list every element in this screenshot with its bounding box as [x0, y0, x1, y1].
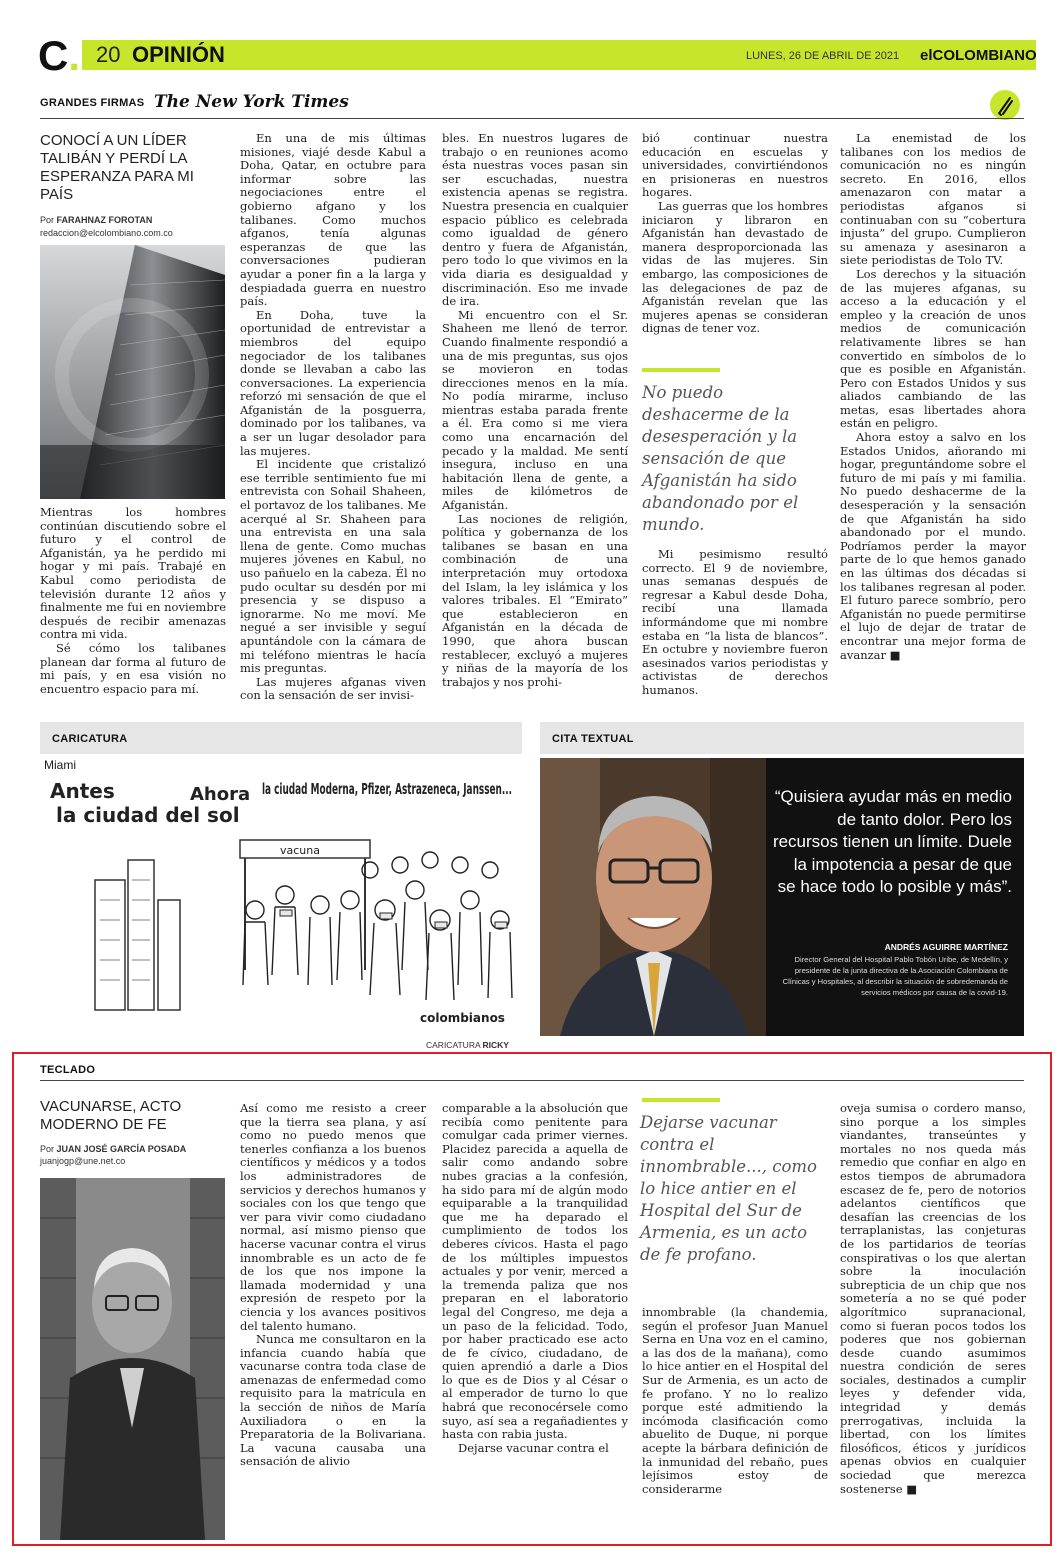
- article2-headline: VACUNARSE, ACTO MODERNO DE FE: [40, 1098, 182, 1133]
- cartoon-credit: [426, 1040, 509, 1050]
- paragraph: El incidente que cristalizó ese terrible sentimiento fue mi entrevista con Sohail Shaheen, el portavoz de los talibanes. Me acerqué al Sr. Shaheen para una entrevista en una sala llena de gente. Como muchas mujeres jóvenes en Kabul, no uso pañuelo en la cabeza. Él no pudo ocultar su desdén por mi presencia y se dispuso a ignorarme. No me moví. Me negué a ser invisible y seguí apuntándole con la cámara de mi teléfono mientras le hacía mis preguntas.: [240, 457, 426, 676]
- paragraph: En Doha, tuve la oportunidad de entrevistar a miembros del equipo negociador de los talibanes donde se llevaban a cabo las conversaciones. La experiencia reforzó mi sensación de que el Afganistán de la posguerra, dominado por los talibanes, va a ser un lugar desolador para las mujeres.: [240, 307, 426, 458]
- cartoon-before-text: la ciudad del sol: [56, 803, 240, 827]
- article2-column-3: [642, 1306, 828, 1496]
- paragraph: En una de mis últimas misiones, viajé desde Kabul a Doha, Qatar, en octubre para informar sobre las negociaciones entre el gobierno afgano y los talibanes. Como muchos afganos, tenía algunas esperanzas de que las conversaciones pudieran ayudar a poner fin a la larga y despiadada guerra en nuestro país.: [240, 131, 426, 309]
- paragraph: Las guerras que los hombres iniciaron y libraron en Afganistán han devastado de manera desproporcionada las vidas de las mujeres. Sin embargo, las composiciones de las delegaciones de paz de Afganistán revelan que las mujeres apenas se consideran dignas de tener voz.: [642, 198, 828, 336]
- paragraph: Así como me resisto a creer que la tierra sea plana, y así como no puedo menos que tenerles confianza a los buenos científicos y médicos y a todos los administradores de servicios y derechos humanos y sociales con los que tengo que ver para vivir como ciudadano normal, así mismo pienso que hacerse vacunar contra el virus innombrable es un acto de fe de los que nos impone la llamada modernidad y una expresión de respeto por la ciencia y los avances positivos del talento humano.: [240, 1101, 426, 1333]
- article2-email[interactable]: juanjogp@une.net.co: [40, 1156, 126, 1166]
- credit-label: CARICATURA: [426, 1040, 481, 1050]
- paragraph: La enemistad de los talibanes con los medios de comunicación no es ningún secreto. En 2016, ellos amenazaron con matar a periodistas afganos si continuaban con su “cobertura injusta” del grupo. Cumplieron su amenaza y asesinaron a siete periodistas de Tolo TV.: [840, 131, 1026, 268]
- section-title: OPINIÓN: [132, 42, 225, 67]
- section-rule: [40, 118, 1024, 119]
- cartoon-now-text: la ciudad Moderna, Pfizer, Astrazeneca, Janssen...: [262, 780, 512, 798]
- section-rule: [40, 1080, 1024, 1081]
- pen-icon: [990, 90, 1020, 120]
- credit-name: RICKY: [482, 1040, 509, 1050]
- article1-pullquote: No puedo deshacerme de la desesperación y la sensación de que Afganistán ha sido abandonado por el mundo.: [642, 383, 799, 534]
- paragraph: Sé cómo los talibanes planean dar forma al futuro de mi país, y en esa visión no encuentro espacio para mí.: [40, 640, 226, 696]
- portrait-photo: [540, 758, 768, 1036]
- grandes-firmas-label: GRANDES FIRMAS: [40, 97, 145, 109]
- article1-byline: [40, 215, 152, 225]
- article2-byline: [40, 1144, 186, 1154]
- page-number: 20: [96, 42, 121, 67]
- caricatura-label: CARICATURA: [52, 733, 128, 745]
- byline-prefix: Por: [40, 215, 55, 225]
- teclado-label: TECLADO: [40, 1064, 96, 1076]
- article2-column-4: [840, 1102, 1026, 1496]
- brand-logo: [38, 32, 82, 79]
- newspaper-name: elCOLOMBIANO: [920, 47, 1037, 64]
- cartoon-city: Miami: [44, 758, 76, 772]
- article1-column-4: [642, 132, 828, 336]
- article2-pullquote: Dejarse vacunar contra el innombrable..., como lo hice antier en el Hospital del Sur de Armenia, es un acto de fe profano.: [640, 1113, 817, 1264]
- quote-text: “Quisiera ayudar más en medio de tanto dolor. Pero los recursos tienen un límite. Duele la impotencia a pesar de que se hace todo lo posible y más”.: [772, 787, 1012, 896]
- paragraph: Mientras los hombres continúan discutiendo sobre el futuro y el control de Afganistán, ya he perdido mi hogar y mi país. Trabajé en Kabul como periodista de televisión durante 12 años y finalmente me fui en noviembre después de recibir amenazas contra mi vida.: [40, 505, 226, 642]
- paragraph: Mi pesimismo resultó correcto. El 9 de noviembre, unas semanas después de regresar a Kabul desde Doha, recibí una llamada informándome que mi nombre estaba en “la lista de blancos”. En octubre y noviembre fueron asesinados varios periodistas y activistas de derechos humanos.: [642, 547, 828, 697]
- author-name: JUAN JOSÉ GARCÍA POSADA: [56, 1144, 187, 1154]
- paragraph: Los derechos y la situación de las mujeres afganas, su acceso a la educación y el empleo y la creación de unos medios de comunicación relativamente libres se han convertido en símbolos de lo que es posible en Afganistán. Pero con Estados Unidos y sus aliados cambiando de las metas, esas libertades ahora están en peligro.: [840, 266, 1026, 431]
- cartoon-now: Ahora: [190, 784, 251, 805]
- author-name: FARAHNAZ FOROTAN: [56, 215, 153, 225]
- paragraph: Las mujeres afganas viven con la sensación de ser invisi-: [240, 674, 426, 703]
- cartoon-signature: colombianos: [420, 1011, 505, 1025]
- logo-dot: .: [68, 32, 81, 79]
- paragraph: Las nociones de religión, política y gobernanza de los talibanes se basan en una combinación de una interpretación muy ortodoxa del Islam, la ley islámica y los valores tribales. El “Emirato” que establecieron en Afganistán en la década de 1990, que ahora buscan restablecer, excluyó a mujeres y niñas de la mayoría de los trabajos y nos prohi-: [442, 511, 628, 689]
- skyscraper-photo: [40, 245, 225, 499]
- paragraph: bió continuar nuestra educación en escuelas y universidades, convirtiéndonos en prisioneras en nuestros hogares.: [642, 131, 828, 200]
- cartoon-before: Antes: [50, 779, 115, 803]
- byline-prefix: Por: [40, 1144, 55, 1154]
- logo-letter: C: [38, 32, 69, 79]
- article1-column-4-lower: [642, 548, 828, 698]
- article1-headline: CONOCÍ A UN LÍDER TALIBÁN Y PERDÍ LA ESPERANZA PARA MI PAÍS: [40, 132, 194, 203]
- article1-column-2: [240, 132, 426, 703]
- pullquote-accent: [642, 368, 720, 372]
- paragraph: oveja sumisa o cordero manso, sino porque a los simples viandantes, transeúntes y mortales no nos queda más remedio que confiar en algo en estos tiempos de abrumadora escasez de fe, pero de notorios adelantos científicos que desafían las creencias de los terraplanistas, las conjeturas de los partidarios de teorías conspirativas o los que alertan sobre la inoculación subrepticia de un chip que nos sometería a no se qué poder algorítmico supranacional, como si fueran pocos todos los poderes que nos gobiernan desde cuando asumimos nuestra condición de seres sociales, destinados a cumplir leyes y defender vida, integridad y demás prerrogativas, incluida la libertad, con los límites filosóficos, éticos y jurídicos apenas obvios en cualquier sociedad que merezca sostenerse ■: [840, 1101, 1026, 1496]
- cartoon-drawing: [40, 770, 522, 1030]
- paragraph: Mi encuentro con el Sr. Shaheen me llenó de terror. Cuando finalmente respondió a una de mis preguntas, sus ojos se movieron en todas direcciones menos en la mía. No podía mirarme, incluso mientras estaba parada frente a él. Era como si me viera como una encarnación del pecado y la maldad. Me sentí insegura, incluso en una habitación llena de gente, a miles de kilómetros de Afganistán.: [442, 307, 628, 513]
- author-photo: [40, 1178, 225, 1540]
- paragraph: Dejarse vacunar contra el: [458, 1440, 609, 1455]
- article2-column-1: [240, 1102, 426, 1469]
- paragraph: Nunca me consultaron en la infancia cuando había que vacunarse contra toda clase de amenazas de enfermedad como requisito para la matrícula en la sección de niños de María Auxiliadora o en la Preparatoria de la Bolivariana. La vacuna causaba una sensación de alivio: [240, 1332, 426, 1469]
- quote-author-description: Director General del Hospital Pablo Tobón Uribe, de Medellín, y presidente de la junta directiva de la Asociación Colombiana de Clínicas y Hospitales, al describir la situación de sobredemanda de servicios médicos por causa de la covid-19.: [782, 955, 1008, 997]
- paragraph: comparable a la absolución que recibía como penitente para comulgar cada primer viernes. Placidez parecida a aquella de salir como andando sobre nubes gracias a la confesión, ha sido para mí de algún modo equiparable a la tranquilidad que me ha deparado el cumplimiento de todos los deberes cívicos. Hasta el pago de los múltiples impuestos actuales y por venir, merced a la tremenda paliza que nos preparan en el laboratorio legal del Congreso, me deja a un paso de la felicidad. Todo, por haber practicado ese acto de fe cívico, ciudadano, de quien aprendió a darle a Dios lo que es de Dios y al César o al emperador de turno lo que habrá que reconocérsele como suyo, así sea a regañadientes y hasta con rabia justa.: [442, 1101, 628, 1442]
- paragraph: Ahora estoy a salvo en los Estados Unidos, añorando mi hogar, preguntándome sobre el futuro de mi país y mi familia. No puedo deshacerme de la desesperación y la sensación de que Afganistán ha sido abandonado por el mundo. Podríamos perder la mayor parte de lo que hemos ganado en las últimas dos décadas si los talibanes regresan al poder. El futuro parece sombrío, pero Afganistán no puede permitirse el lujo de dejar de tratar de encontrar una mejor forma de avanzar ■: [840, 430, 1026, 662]
- pullquote-accent: [642, 1098, 720, 1102]
- quote-author: ANDRÉS AGUIRRE MARTÍNEZ: [884, 942, 1008, 952]
- article2-column-2: [442, 1102, 628, 1455]
- paragraph: innombrable (la chandemia, según el profesor Juan Manuel Serna en Una voz en el camino, a las dos de la mañana), como lo hice antier en el Hospital del Sur de Armenia, es un acto de fe profano. Y no lo realizo porque esté admitiendo la incómoda clasificación como abuelito de Duque, ni porque acepte la bárbara definición de la inmunidad del rebaño, pues lejísimos estoy de considerarme: [642, 1305, 828, 1496]
- article1-column-1: [40, 506, 226, 696]
- paragraph: bles. En nuestros lugares de trabajo o en reuniones acomo ésta nuestras voces pasan sin ser escuchadas, nuestra existencia apenas se registra. Nuestra presencia en cualquier espacio público es celebrada como igualdad de género dentro y fuera de Afganistán, pero todo lo que vivimos en la vida diaria es desigualdad y discriminación. Eso me invade de ira.: [442, 131, 628, 309]
- article1-column-3: [442, 132, 628, 689]
- article1-email[interactable]: redaccion@elcolombiano.com.co: [40, 228, 173, 238]
- article1-column-5: [840, 132, 1026, 662]
- nyt-logo: The New York Times: [154, 92, 349, 112]
- cita-label: CITA TEXTUAL: [552, 733, 634, 745]
- issue-date: LUNES, 26 DE ABRIL DE 2021: [746, 50, 900, 62]
- cartoon-sign: vacuna: [280, 844, 320, 857]
